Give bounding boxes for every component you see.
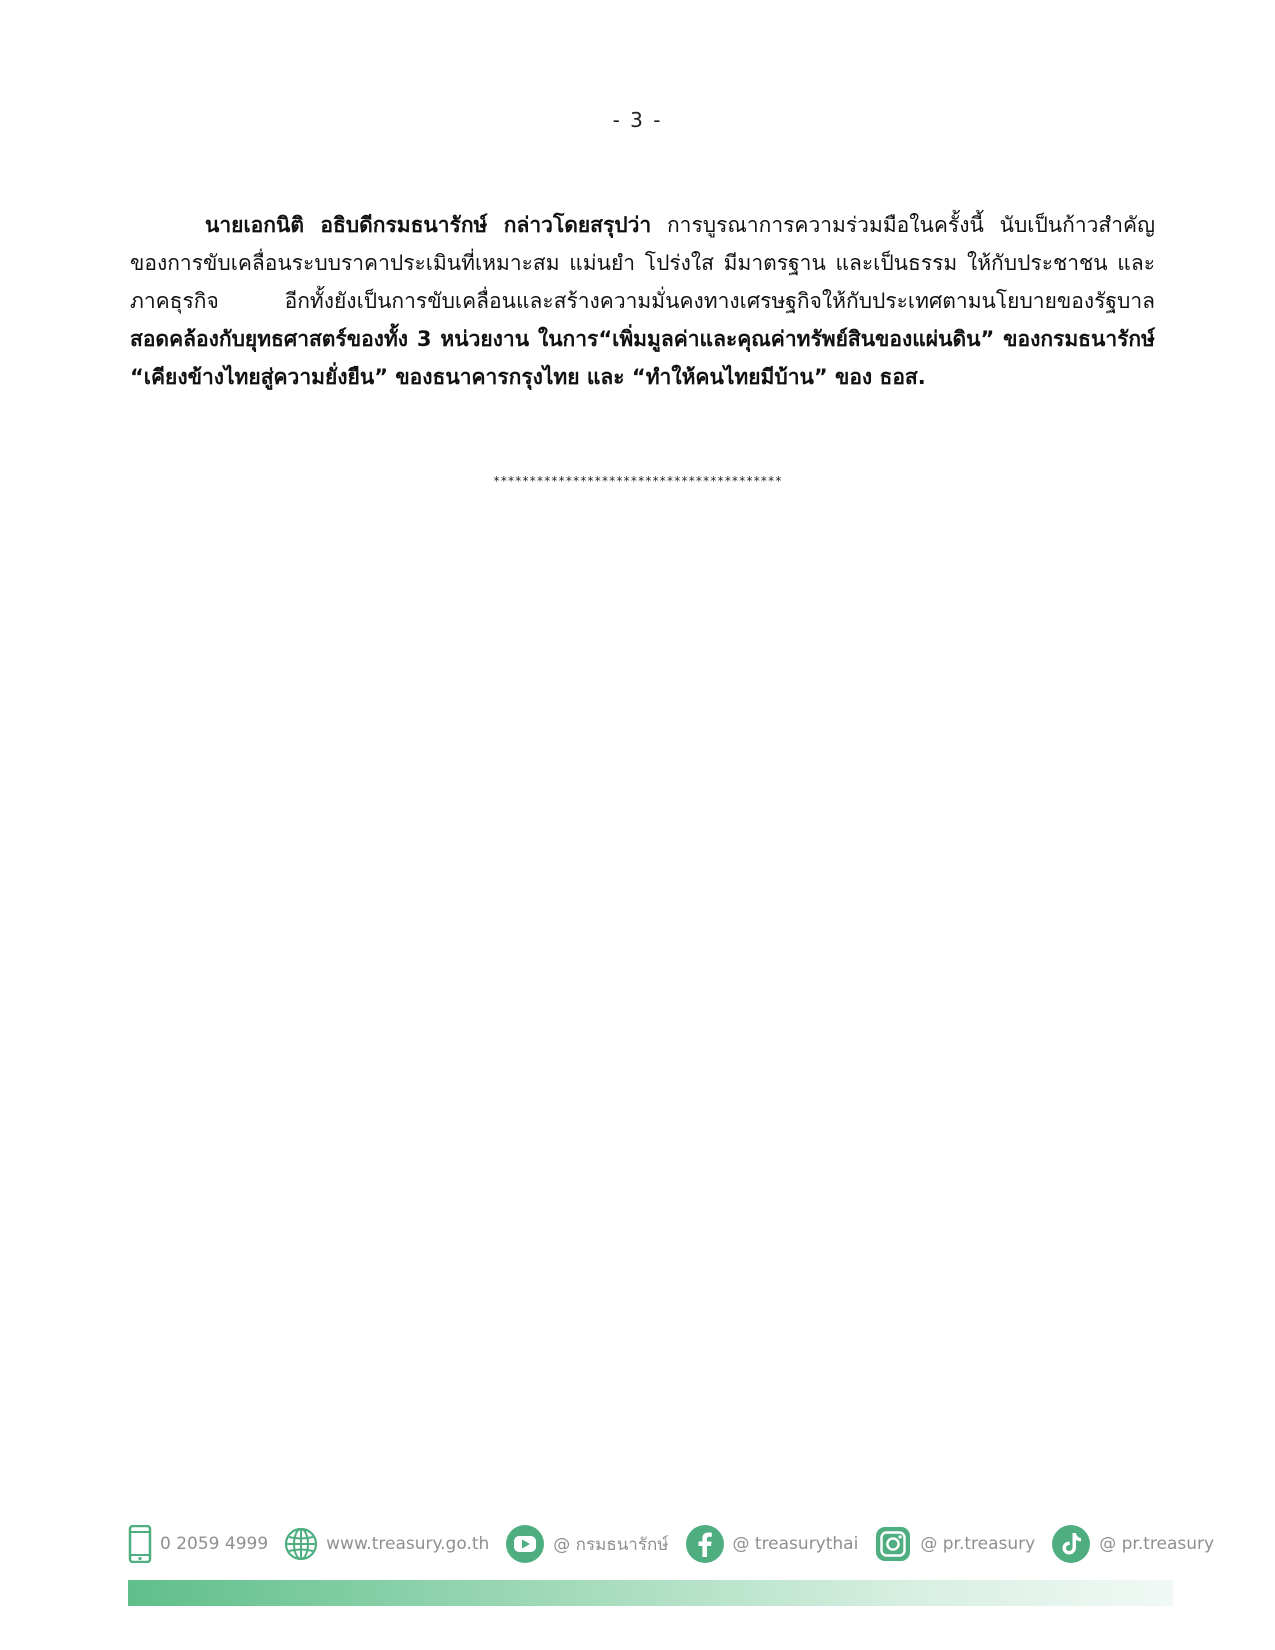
footer-facebook[interactable] (685, 1524, 859, 1564)
instagram-icon (874, 1525, 912, 1563)
footer-website[interactable] (284, 1527, 489, 1561)
facebook-handle: @ treasurythai (732, 1534, 859, 1554)
asterisk-separator: **************************************** (493, 474, 782, 488)
youtube-handle: @ กรมธนารักษ์ (553, 1534, 669, 1555)
footer-gradient-bar (128, 1580, 1173, 1606)
paragraph-body: การบูรณาการความร่วมมือในครั้งนี้ นับเป็นก้าวสำคัญของการขับเคลื่อนระบบราคาประเมินที่เหมาะสม แม่นยำ โปร่งใส มีมาตรฐาน และเป็นธรรม ให้กับประชาชน และภาคธุรกิจ อีกทั้งยังเป็นการขับเคลื่อนและสร้างความมั่นคงทางเศรษฐกิจให้กับประเทศตามนโยบายของรัฐบาล (130, 213, 1155, 313)
speaker-lead: นายเอกนิติ อธิบดีกรมธนารักษ์ กล่าวโดยสรุปว่า (205, 213, 652, 237)
globe-icon (284, 1527, 318, 1561)
strategy-statement: สอดคล้องกับยุทธศาสตร์ของทั้ง 3 หน่วยงาน ในการ“เพิ่มมูลค่าและคุณค่าทรัพย์สินของแผ่นดิน” ของกรมธนารักษ์ “เคียงข้างไทยสู่ความยั่งยืน” ของธนาคารกรุงไทย และ “ทำให้คนไทยมีบ้าน” ของ ธอส. (130, 327, 1155, 389)
phone-number: 0 2059 4999 (160, 1534, 269, 1554)
footer-contact-bar (128, 1522, 1215, 1566)
footer-youtube[interactable] (505, 1524, 668, 1564)
tiktok-handle: @ pr.treasury (1099, 1534, 1215, 1554)
tiktok-icon (1051, 1524, 1091, 1564)
website-url: www.treasury.go.th (326, 1534, 490, 1554)
footer-tiktok[interactable] (1051, 1524, 1214, 1564)
phone-icon (128, 1525, 152, 1563)
footer-phone[interactable] (128, 1525, 268, 1563)
footer-instagram[interactable] (874, 1525, 1035, 1563)
instagram-handle: @ pr.treasury (920, 1534, 1036, 1554)
youtube-icon (505, 1524, 545, 1564)
page-number: - 3 - (612, 108, 663, 132)
body-paragraph (130, 206, 1155, 396)
facebook-icon (685, 1524, 725, 1564)
